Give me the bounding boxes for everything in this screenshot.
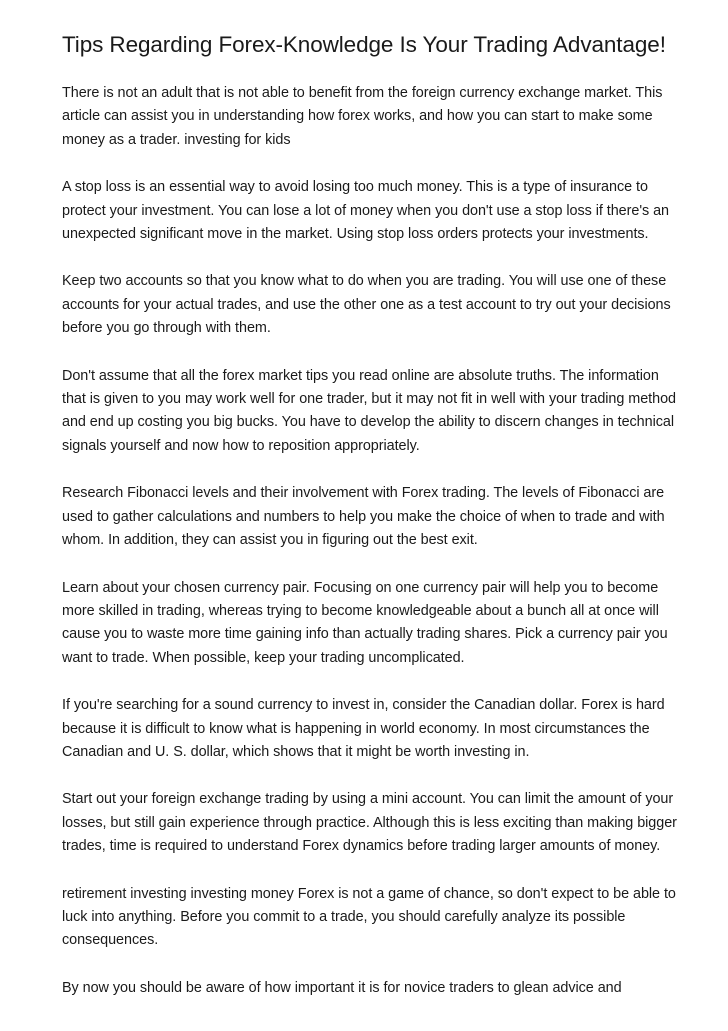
paragraph-two-accounts: Keep two accounts so that you know what to do when you are trading. You will use one of these accounts for your actual trades, and use the other one as a test account to try out your decisions before you go through with them.: [62, 273, 671, 337]
paragraph-currency-pair: Learn about your chosen currency pair. Focusing on one currency pair will help you to become more skilled in trading, whereas trying to become knowledgeable about a bunch all at once will cause you to waste more time gaining info than actually trading shares. Pick a currency pair you want to trade. When possible, keep your trading uncomplicated.: [62, 579, 668, 666]
paragraph-market-tips: Don't assume that all the forex market tips you read online are absolute truths. The information that is given to you may work well for one trader, but it may not fit in well with your trading method and end up costing you big bucks. You have to develop the ability to discern changes in technical signals yourself and now how to reposition appropriately.: [62, 367, 676, 454]
paragraph-conclusion: By now you should be aware of how important it is for novice traders to glean advice and: [62, 979, 622, 996]
paragraph-mini-account: Start out your foreign exchange trading by using a mini account. You can limit the amount of your losses, but still gain experience through practice. Although this is less exciting than making bigger trades, time is required to understand Forex dynamics before trading larger amounts of money.: [62, 791, 677, 855]
paragraph-fibonacci: Research Fibonacci levels and their involvement with Forex trading. The levels of Fibonacci are used to gather calculations and numbers to help you make the choice of when to trade and with whom. In addition, they can assist you in figuring out the best exit.: [62, 485, 665, 549]
document-page: [62, 30, 682, 1024]
paragraph-intro: There is not an adult that is not able to benefit from the foreign currency exchange market. This article can assist you in understanding how forex works, and how you can start to make some money as a trader. investing for kids: [62, 85, 663, 148]
paragraph-canadian-dollar: If you're searching for a sound currency to invest in, consider the Canadian dollar. Forex is hard because it is difficult to know what is happening in world economy. In most circumstances the Canadian and U. S. dollar, which shows that it might be worth investing in.: [62, 697, 665, 760]
paragraph-stop-loss: A stop loss is an essential way to avoid losing too much money. This is a type of insurance to protect your investment. You can lose a lot of money when you don't use a stop loss if there's an unexpected significant move in the market. Using stop loss orders protects your investments.: [62, 179, 670, 243]
document-title: Tips Regarding Forex-Knowledge Is Your Trading Advantage!: [62, 32, 666, 57]
paragraph-game-of-chance: retirement investing investing money Forex is not a game of chance, so don't expect to be able to luck into anything. Before you commit to a trade, you should carefully analyze its possible consequences.: [62, 885, 676, 949]
